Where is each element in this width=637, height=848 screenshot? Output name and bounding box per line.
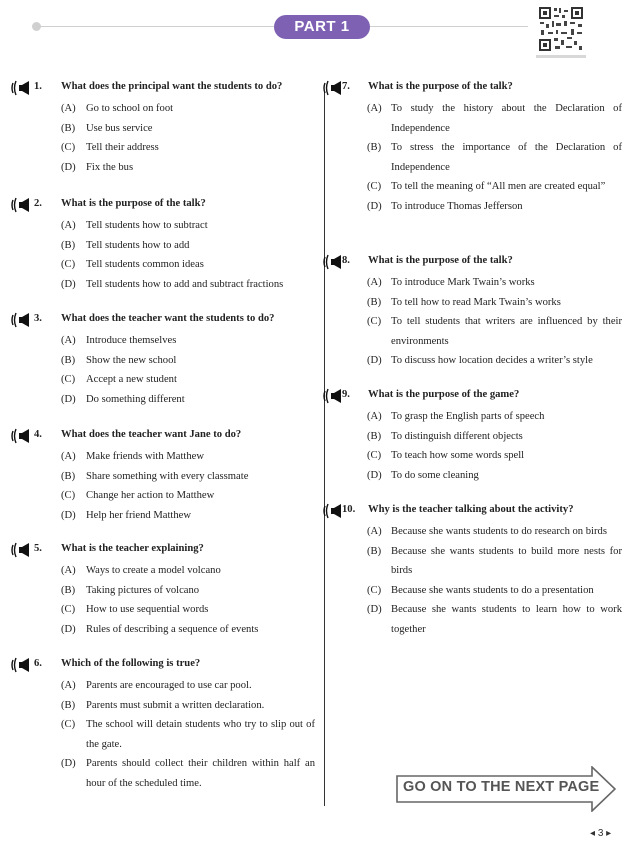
answer-option[interactable]: (A) To study the history about the Declaration of Independence [367, 103, 622, 134]
question-2 [10, 197, 315, 294]
question-prompt: Why is the teacher talking about the activity? [368, 504, 574, 515]
answer-option[interactable]: (D) Fix the bus [61, 161, 134, 173]
question-prompt: What is the purpose of the talk? [368, 81, 513, 92]
answer-option[interactable]: (B) Taking pictures of volcano [61, 584, 200, 596]
answer-option[interactable]: (A) Make friends with Matthew [61, 451, 204, 462]
answer-option[interactable]: (C) To teach how some words spell [367, 450, 525, 461]
audio-speaker-icon[interactable] [322, 388, 344, 404]
answer-option[interactable]: (D) To do some cleaning [367, 469, 479, 481]
question-number: 7. [342, 81, 350, 92]
answer-option[interactable]: (A) Ways to create a model volcano [61, 565, 221, 576]
answer-option[interactable]: (A) Tell students how to subtract [61, 220, 208, 231]
question-number: 2. [34, 198, 42, 209]
question-6 [10, 657, 315, 793]
answer-option[interactable]: (A) Parents are encouraged to use car pool. [61, 680, 252, 691]
answer-option[interactable]: (B) Tell students how to add [61, 239, 190, 251]
answer-option[interactable]: (D) Because she wants students to learn how to work together [367, 604, 622, 635]
answer-option[interactable]: (A) Introduce themselves [61, 335, 177, 346]
answer-option[interactable]: (D) Tell students how to add and subtract fractions [61, 278, 284, 290]
question-prompt: Which of the following is true? [61, 658, 201, 669]
answer-option[interactable]: (B) Because she wants students to build more nests for birds [367, 545, 622, 576]
answer-option[interactable]: (A) Because she wants students to do research on birds [367, 526, 607, 537]
answer-option[interactable]: (C) The school will detain students who try to slip out of the gate. [61, 719, 315, 750]
question-number: 9. [342, 389, 350, 400]
answer-option[interactable]: (C) Change her action to Matthew [61, 490, 215, 501]
question-prompt: What does the teacher want the students to do? [61, 313, 275, 324]
audio-speaker-icon[interactable] [10, 428, 32, 444]
question-prompt: What does the principal want the students to do? [61, 81, 283, 92]
question-number: 10. [342, 504, 356, 515]
audio-speaker-icon[interactable] [10, 80, 32, 96]
audio-speaker-icon[interactable] [322, 80, 344, 96]
question-1 [10, 80, 315, 177]
answer-option[interactable]: (C) Tell students common ideas [61, 259, 204, 270]
question-number: 8. [342, 255, 350, 266]
audio-speaker-icon[interactable] [10, 657, 32, 673]
question-5 [10, 542, 315, 639]
answer-option[interactable]: (D) Help her friend Matthew [61, 509, 192, 521]
question-prompt: What is the purpose of the talk? [61, 198, 206, 209]
header-rule-right [370, 26, 528, 27]
next-page-label[interactable]: GO ON TO THE NEXT PAGE [403, 779, 600, 795]
question-prompt: What is the purpose of the game? [368, 389, 520, 400]
qr-caption-bar [536, 55, 586, 58]
question-number: 3. [34, 313, 42, 324]
question-number: 6. [34, 658, 42, 669]
question-3 [10, 312, 315, 409]
header-rule-left [38, 26, 274, 27]
answer-option[interactable]: (B) To tell how to read Mark Twain’s works [367, 296, 561, 308]
answer-option[interactable]: (B) To stress the importance of the Declaration of Independence [367, 142, 622, 173]
answer-option[interactable]: (D) Rules of describing a sequence of events [61, 623, 259, 635]
answer-option[interactable]: (B) Share something with every classmate [61, 470, 249, 482]
answer-option[interactable]: (B) Use bus service [61, 122, 153, 134]
answer-option[interactable]: (C) Because she wants students to do a presentation [367, 584, 594, 596]
answer-option[interactable]: (B) To distinguish different objects [367, 430, 523, 442]
page-number: ◂ 3 ▸ [590, 828, 612, 839]
question-number: 1. [34, 81, 42, 92]
answer-option[interactable]: (D) To discuss how location decides a writer’s style [367, 355, 593, 366]
answer-option[interactable]: (B) Parents must submit a written declaration. [61, 699, 265, 711]
answer-option[interactable]: (C) To tell students that writers are influenced by their environments [367, 316, 622, 347]
question-4 [10, 428, 315, 525]
answer-option[interactable]: (D) Parents should collect their children within half an hour of the scheduled time. [61, 758, 315, 789]
answer-option[interactable]: (D) To introduce Thomas Jefferson [367, 200, 523, 212]
question-prompt: What is the purpose of the talk? [368, 255, 513, 266]
question-prompt: What is the teacher explaining? [61, 543, 204, 554]
answer-option[interactable]: (C) Tell their address [61, 142, 159, 153]
answer-option[interactable]: (C) How to use sequential words [61, 604, 209, 615]
audio-speaker-icon[interactable] [10, 197, 32, 213]
answer-option[interactable]: (C) Accept a new student [61, 374, 177, 385]
question-8 [322, 254, 622, 371]
audio-speaker-icon[interactable] [10, 312, 32, 328]
question-9 [322, 388, 622, 485]
answer-option[interactable]: (B) Show the new school [61, 354, 177, 366]
question-number: 5. [34, 543, 42, 554]
answer-option[interactable]: (A) Go to school on foot [61, 103, 174, 114]
question-number: 4. [34, 429, 42, 440]
audio-speaker-icon[interactable] [10, 542, 32, 558]
answer-option[interactable]: (C) To tell the meaning of “All men are created equal” [367, 181, 606, 192]
audio-speaker-icon[interactable] [322, 503, 344, 519]
answer-option[interactable]: (A) To grasp the English parts of speech [367, 411, 545, 422]
part-badge: PART 1 [274, 15, 370, 39]
question-prompt: What does the teacher want Jane to do? [61, 429, 242, 440]
answer-option[interactable]: (A) To introduce Mark Twain’s works [367, 277, 535, 288]
question-10 [322, 503, 622, 639]
question-7 [322, 80, 622, 216]
answer-option[interactable]: (D) Do something different [61, 393, 185, 405]
qr-code-icon[interactable] [538, 6, 584, 52]
audio-speaker-icon[interactable] [322, 254, 344, 270]
